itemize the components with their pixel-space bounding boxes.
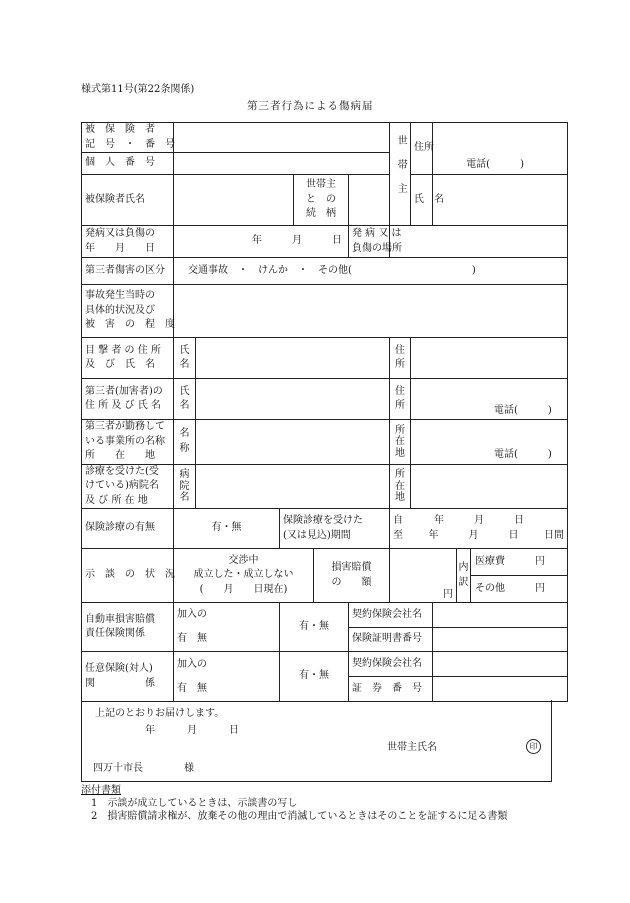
- declaration-text: 上記のとおりお届けします。: [95, 708, 225, 719]
- auto-enroll-field[interactable]: 有・無: [280, 603, 349, 652]
- workplace-location-field[interactable]: [411, 420, 568, 465]
- hospital-name-field[interactable]: [196, 464, 390, 509]
- breakdown-field[interactable]: [471, 549, 568, 603]
- auto-certificate-field[interactable]: [433, 627, 568, 652]
- category-label: 第三者傷害の区分: [82, 258, 174, 285]
- perpetrator-address-col: 住 所: [390, 379, 411, 420]
- householder-name-field[interactable]: [433, 175, 568, 226]
- addressee-sama: 様: [184, 763, 194, 774]
- perpetrator-name-field[interactable]: [196, 379, 390, 420]
- days-label: 日間: [544, 529, 564, 541]
- voluntary-enroll-label: 加入の 有 無: [174, 652, 280, 702]
- workplace-location-col: 所 在 地: [390, 420, 411, 465]
- workplace-name-field[interactable]: [196, 420, 390, 465]
- attachment-item-1: 1 示談が成立しているときは、示談書の写し: [91, 798, 298, 809]
- witness-address-field[interactable]: [411, 338, 568, 379]
- hospital-name-col: 病 院 名: [174, 464, 196, 509]
- address-label: 住所: [411, 123, 433, 175]
- workplace-phone: 電話( ): [494, 449, 552, 460]
- declaration-date[interactable]: 年 月 日: [145, 725, 243, 736]
- auto-insurance-label: 自動車損害賠償 責任保険関係: [82, 603, 174, 652]
- auto-certificate-label: 保険証明書番号: [349, 627, 433, 652]
- insured-number-field[interactable]: [174, 123, 390, 153]
- witness-address-col: 住 所: [390, 338, 411, 379]
- medical-fee: 医療費 円: [471, 549, 567, 576]
- hospital-label: 診療を受けた(受 けている)病院名 及 び 所 在 地: [82, 464, 174, 509]
- auto-company-label: 契約保険会社名: [349, 603, 433, 628]
- settlement-label: 示 談 の 状 況: [82, 549, 174, 603]
- voluntary-enroll-field[interactable]: 有・無: [280, 652, 349, 702]
- relation-label: 世帯主 と の 続 柄: [294, 175, 349, 226]
- period-label: 保険診療を受けた (又は見込)期間: [280, 509, 390, 549]
- form-title: 第三者行為による傷病届: [247, 100, 374, 112]
- settlement-field[interactable]: 交渉中 成立した・成立しない ( 月 日現在): [174, 549, 314, 603]
- from-date: 年 月 日: [434, 515, 524, 526]
- auto-company-field[interactable]: [433, 603, 568, 628]
- hospital-location-col: 所 在 地: [390, 464, 411, 509]
- household-head-label: 世帯主: [390, 123, 411, 226]
- damage-amount-field[interactable]: [390, 549, 457, 603]
- insured-name-field[interactable]: [174, 175, 294, 226]
- voluntary-policy-field[interactable]: [433, 677, 568, 702]
- auto-enroll-label: 加入の 有 無: [174, 603, 280, 652]
- form-number: 様式第11号(第22条関係): [81, 84, 195, 95]
- damage-yen: 円: [443, 588, 453, 600]
- situation-label: 事故発生当時の 具体的状況及び 被 害 の 程 度: [82, 285, 174, 338]
- seal-mark: 印: [526, 739, 541, 754]
- attachments-heading: 添付書類: [81, 785, 121, 796]
- voluntary-policy-label: 証 券 番 号: [349, 677, 433, 702]
- witness-name-field[interactable]: [196, 338, 390, 379]
- category-field[interactable]: 交通事故 ・ けんか ・ その他( ): [174, 258, 568, 285]
- to-date: 年 月 日: [428, 529, 519, 541]
- hospital-location-field[interactable]: [411, 464, 568, 509]
- perpetrator-address-field[interactable]: [411, 379, 568, 420]
- perpetrator-name-col: 氏 名: [174, 379, 196, 420]
- other-fee: その他 円: [475, 583, 545, 594]
- workplace-title-col: 名 称: [174, 420, 196, 465]
- onset-date-label: 発病又は負傷の 年 月 日: [82, 226, 174, 258]
- attachment-item-2: 2 損害賠償請求権が、放棄その他の理由で消滅しているときはそのことを証するに足る書類: [91, 811, 508, 822]
- address-field[interactable]: [433, 123, 568, 175]
- relation-field[interactable]: [349, 175, 390, 226]
- personal-number-label: 個 人 番 号: [82, 153, 174, 175]
- onset-date-field[interactable]: 年 月 日: [174, 226, 349, 258]
- onset-place-label: 発 病 又 は 負傷の場所: [349, 226, 390, 258]
- injury-report-form: [81, 122, 568, 702]
- perpetrator-phone: 電話( ): [494, 404, 552, 416]
- householder-name-label: 世帯主氏名: [387, 742, 437, 753]
- witness-label: 目 撃 者 の 住 所 及 び 氏 名: [82, 338, 174, 379]
- breakdown-label: 内 訳: [457, 549, 471, 603]
- perpetrator-label: 第三者(加害者)の 住 所 及 び 氏 名: [82, 379, 174, 420]
- situation-field[interactable]: [174, 285, 568, 338]
- workplace-label: 第三者が勤務して いる事業所の名称 所 在 地: [82, 420, 174, 465]
- from-label: 自: [393, 515, 403, 526]
- period-field[interactable]: [390, 509, 568, 549]
- to-label: 至: [393, 529, 403, 541]
- personal-number-field[interactable]: [174, 153, 390, 175]
- insured-name-label: 被保険者氏名: [82, 175, 174, 226]
- onset-place-field[interactable]: [390, 226, 568, 258]
- voluntary-company-field[interactable]: [433, 652, 568, 677]
- damage-amount-label: 損害賠償 の 額: [314, 549, 390, 603]
- voluntary-insurance-label: 任意保険(対人) 関 係: [82, 652, 174, 702]
- insured-number-label: 被 保 険 者 記 号 ・ 番 号: [82, 123, 174, 153]
- witness-name-col: 氏 名: [174, 338, 196, 379]
- phone-label: 電話( ): [466, 158, 524, 170]
- voluntary-company-label: 契約保険会社名: [349, 652, 433, 677]
- insurance-use-field[interactable]: 有・無: [174, 509, 280, 549]
- householder-name-label: 氏 名: [411, 175, 433, 226]
- insurance-use-label: 保険診療の有無: [82, 509, 174, 549]
- addressee: 四万十市長: [93, 763, 143, 774]
